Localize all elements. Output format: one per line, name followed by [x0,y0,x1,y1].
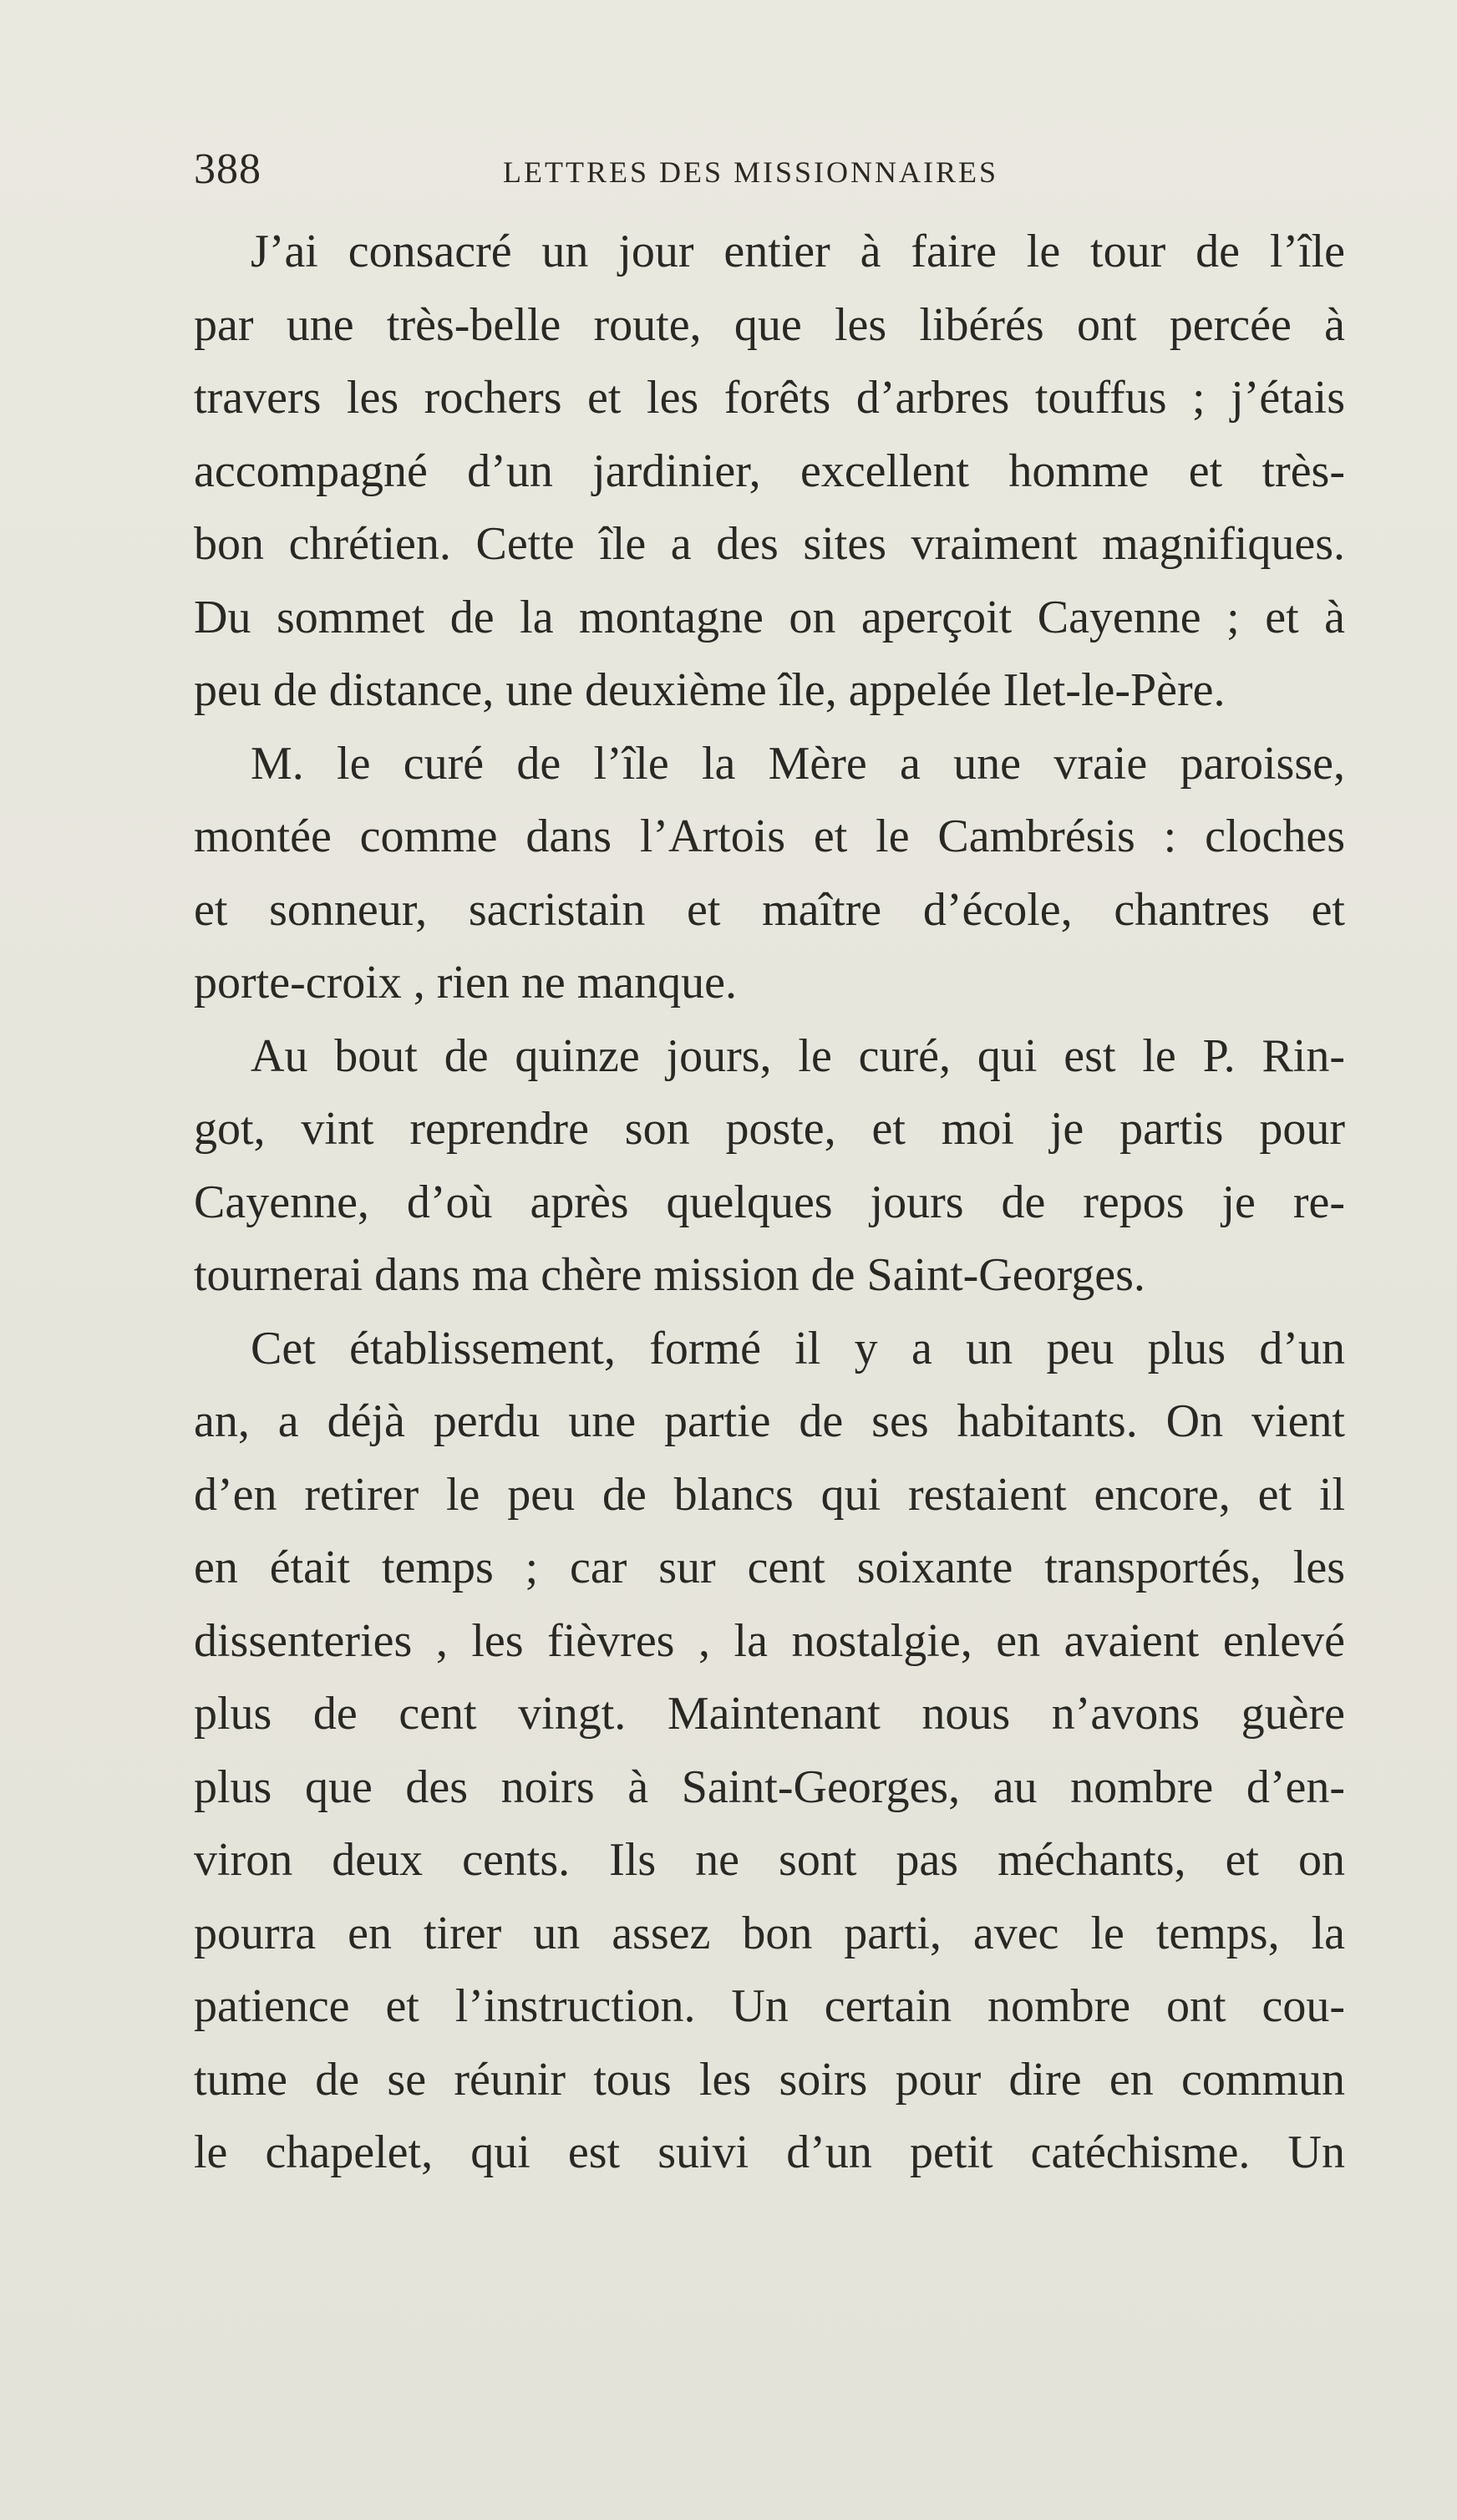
text-line: M. le curé de l’île la Mère a une vraie paroisse, [251,737,1345,790]
text-line: par une très-belle route, que les libérés ont percée à [194,298,1345,351]
text-line: le chapelet, qui est suivi d’un petit catéchisme. Un [194,2126,1345,2178]
running-title: LETTRES DES MISSIONNAIRES [503,155,999,189]
text-line: plus de cent vingt. Maintenant nous n’avons guère [194,1688,1345,1740]
text-line: pourra en tirer un assez bon parti, avec le temps, la [194,1907,1345,1959]
text-line: J’ai consacré un jour entier à faire le tour de l’île [251,226,1345,277]
text-line: tournerai dans ma chère mission de Saint-Georges. [194,1249,1145,1301]
text-line: et sonneur, sacristain et maître d’école, chantres et [194,883,1345,936]
text-line: Cayenne, d’où après quelques jours de repos je re- [194,1176,1345,1228]
text-line: travers les rochers et les forêts d’arbres touffus ; j’étais [194,372,1345,424]
text-line: porte-croix , rien ne manque. [194,957,737,1009]
text-line: plus que des noirs à Saint-Georges, au nombre d’en- [194,1760,1345,1813]
text-line: en était temps ; car sur cent soixante transportés, les [194,1542,1345,1593]
text-line: dissenteries , les fièvres , la nostalgie, en avaient enlevé [194,1614,1345,1667]
text-line: patience et l’instruction. Un certain nombre ont cou- [194,1980,1345,2032]
text-line: got, vint reprendre son poste, et moi je partis pour [194,1103,1345,1155]
text-line: Au bout de quinze jours, le curé, qui est le P. Rin- [251,1029,1345,1082]
text-line: d’en retirer le peu de blancs qui restaient encore, et il [194,1468,1345,1521]
text-line: Du sommet de la montagne on aperçoit Cayenne ; et à [194,591,1345,643]
text-line: montée comme dans l’Artois et le Cambrésis : cloches [194,810,1345,862]
body-text [194,216,1345,2190]
text-line: bon chrétien. Cette île a des sites vraiment magnifiques. [194,518,1345,570]
text-line: Cet établissement, formé il y a un peu plus d’un [251,1322,1345,1374]
text-line: tume de se réunir tous les soirs pour dire en commun [194,2053,1345,2106]
page-header [194,140,1363,199]
text-line: peu de distance, une deuxième île, appelée Ilet-le-Père. [194,664,1226,716]
text-line: viron deux cents. Ils ne sont pas méchants, et on [194,1834,1345,1886]
page-number: 388 [194,145,261,193]
text-line: accompagné d’un jardinier, excellent homme et très- [194,445,1345,497]
text-line: an, a déjà perdu une partie de ses habitants. On vient [194,1395,1345,1447]
